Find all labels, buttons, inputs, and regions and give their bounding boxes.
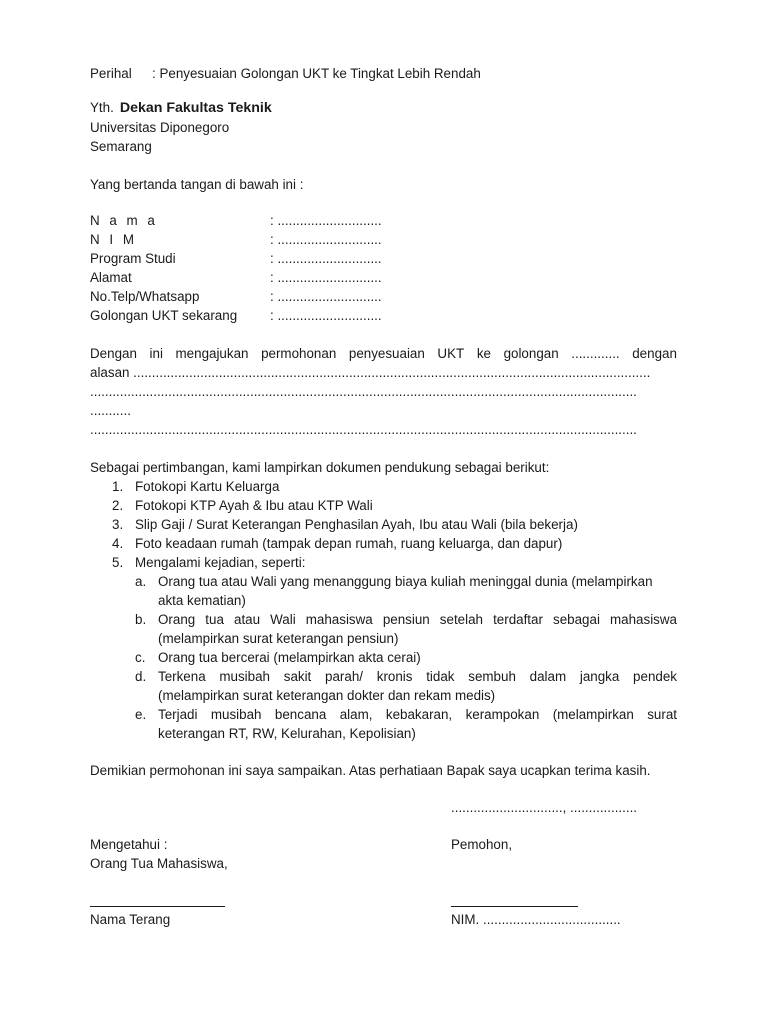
list-item bbox=[90, 553, 677, 572]
request-line-5: ................................................................................................................................................... bbox=[90, 422, 637, 437]
sub-text: Orang tua atau Wali yang menanggung biaya kuliah meninggal dunia (melampirkan bbox=[158, 574, 653, 589]
addressee-line bbox=[90, 98, 272, 118]
addressee-institution: Universitas Diponegoro bbox=[90, 120, 230, 135]
field-value: : ............................ bbox=[270, 308, 382, 323]
place-date: .............................., .................. bbox=[451, 800, 638, 815]
list-text: Foto keadaan rumah (tampak depan rumah, ruang keluarga, dan dapur) bbox=[135, 536, 563, 551]
field-value: : ............................ bbox=[270, 251, 382, 266]
addressee-prefix: Yth. bbox=[90, 100, 114, 115]
right-sign-title: Pemohon, bbox=[451, 837, 513, 852]
word: ............. bbox=[571, 346, 620, 361]
field-row-golongan bbox=[90, 306, 677, 325]
request-line-2: alasan ........................................................................................................................................... bbox=[90, 365, 651, 380]
sub-item bbox=[90, 667, 677, 705]
addressee-name: Dekan Fakultas Teknik bbox=[119, 100, 272, 116]
field-label: Program Studi bbox=[90, 251, 176, 266]
sub-line: keterangan RT, RW, Kelurahan, Kepolisian) bbox=[158, 726, 416, 741]
sub-item bbox=[90, 610, 677, 648]
field-label: Alamat bbox=[90, 270, 132, 285]
word: permohonan bbox=[261, 346, 337, 361]
sub-letter: a. bbox=[135, 574, 147, 589]
sub-line: akta kematian) bbox=[158, 593, 246, 608]
sub-line: (melampirkan surat keterangan dokter dan rekam medis) bbox=[158, 688, 496, 703]
addressee-city: Semarang bbox=[90, 139, 152, 154]
sub-line bbox=[158, 572, 677, 591]
sub-letter: b. bbox=[135, 612, 147, 627]
list-number: 5. bbox=[112, 555, 124, 570]
field-value: : ............................ bbox=[270, 289, 382, 304]
list-text: Fotokopi KTP Ayah & Ibu atau KTP Wali bbox=[135, 498, 373, 513]
field-label: N a m a bbox=[90, 213, 158, 228]
list-text: Mengalami kejadian, seperti: bbox=[135, 555, 306, 570]
sub-item bbox=[90, 648, 677, 667]
word: mengajukan bbox=[175, 346, 249, 361]
list-item bbox=[90, 477, 677, 496]
field-label: No.Telp/Whatsapp bbox=[90, 289, 200, 304]
list-number: 3. bbox=[112, 517, 124, 532]
field-row-telp bbox=[90, 287, 677, 306]
sub-line: Terjadi musibah bencana alam, kebakaran, kerampokan (melampirkan surat bbox=[158, 707, 677, 722]
word: ke bbox=[476, 346, 491, 361]
word: Dengan bbox=[90, 346, 137, 361]
list-item bbox=[90, 496, 677, 515]
subject-label: Perihal bbox=[90, 66, 132, 81]
sub-line: Orang tua atau Wali mahasiswa pensiun setelah terdaftar sebagai mahasiswa bbox=[158, 612, 677, 627]
field-row-program-studi bbox=[90, 249, 677, 268]
word: UKT bbox=[437, 346, 465, 361]
list-item bbox=[90, 515, 677, 534]
sub-line: Terkena musibah sakit parah/ kronis tidak sembuh dalam jangka pendek bbox=[158, 669, 677, 684]
list-text: Slip Gaji / Surat Keterangan Penghasilan Ayah, Ibu atau Wali (bila bekerja) bbox=[135, 517, 578, 532]
sub-item bbox=[90, 572, 677, 610]
sub-line: Orang tua bercerai (melampirkan akta cerai) bbox=[158, 650, 421, 665]
right-sign-nim: NIM. ..................................... bbox=[451, 912, 621, 927]
left-sign-name: Nama Terang bbox=[90, 912, 171, 927]
field-row-nim bbox=[90, 230, 677, 249]
left-sign-title-1: Mengetahui : bbox=[90, 837, 168, 852]
sub-letter: e. bbox=[135, 707, 147, 722]
list-text: Fotokopi Kartu Keluarga bbox=[135, 479, 280, 494]
closing-text: Demikian permohonan ini saya sampaikan. Atas perhatiaan Bapak saya ucapkan terima kasih. bbox=[90, 763, 651, 778]
request-paragraph bbox=[90, 344, 677, 439]
list-number: 4. bbox=[112, 536, 124, 551]
attachments-list bbox=[90, 477, 677, 743]
intro-text: Yang bertanda tangan di bawah ini : bbox=[90, 177, 304, 192]
sub-letter: d. bbox=[135, 669, 147, 684]
request-line-4: ........... bbox=[90, 403, 131, 418]
left-sign-title-2: Orang Tua Mahasiswa, bbox=[90, 856, 228, 871]
left-signature-line bbox=[90, 906, 225, 907]
field-row-alamat bbox=[90, 268, 677, 287]
sub-letter: c. bbox=[135, 650, 146, 665]
field-value: : ............................ bbox=[270, 213, 382, 228]
field-value: : ............................ bbox=[270, 232, 382, 247]
sub-item bbox=[90, 705, 677, 743]
field-row-nama bbox=[90, 211, 677, 230]
word: penyesuaian bbox=[348, 346, 425, 361]
field-label: Golongan UKT sekarang bbox=[90, 308, 238, 323]
field-label: N I M bbox=[90, 232, 137, 247]
list-number: 1. bbox=[112, 479, 124, 494]
word: golongan bbox=[503, 346, 559, 361]
request-line-1 bbox=[90, 344, 677, 363]
right-signature-line bbox=[451, 906, 578, 907]
field-value: : ............................ bbox=[270, 270, 382, 285]
word: ini bbox=[149, 346, 163, 361]
attachments-intro: Sebagai pertimbangan, kami lampirkan dokumen pendukung sebagai berikut: bbox=[90, 460, 550, 475]
request-line-3: ................................................................................................................................................... bbox=[90, 384, 637, 399]
list-number: 2. bbox=[112, 498, 124, 513]
list-item bbox=[90, 534, 677, 553]
sub-line: (melampirkan surat keterangan pensiun) bbox=[158, 631, 399, 646]
word: dengan bbox=[632, 346, 677, 361]
subject-text: : Penyesuaian Golongan UKT ke Tingkat Lebih Rendah bbox=[152, 66, 481, 81]
